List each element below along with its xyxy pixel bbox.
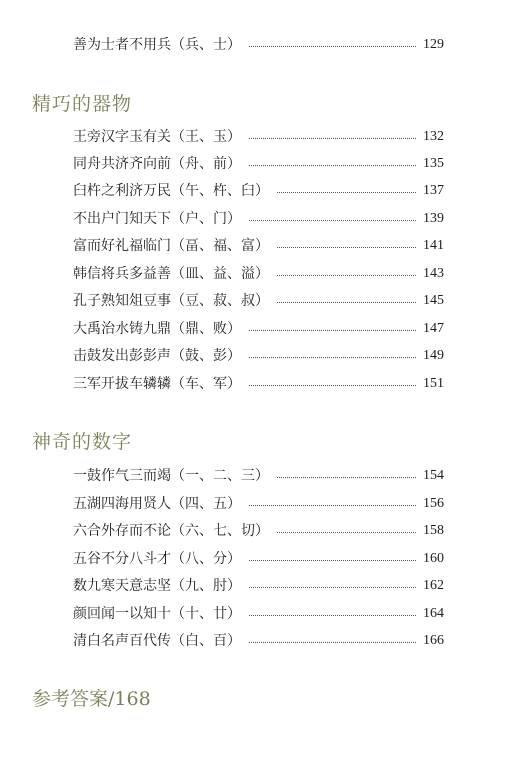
toc-entry-title: 臼杵之利济万民（午、杵、臼） bbox=[73, 183, 269, 199]
toc-entry-page: 149 bbox=[423, 348, 444, 363]
leader-dots bbox=[277, 191, 416, 193]
leader-dots bbox=[249, 137, 416, 139]
toc-entry-title: 孔子熟知俎豆事（豆、菽、叔） bbox=[73, 293, 269, 309]
leader-dots bbox=[249, 614, 416, 616]
toc-entry[interactable] bbox=[73, 319, 444, 339]
toc-entry[interactable] bbox=[73, 127, 444, 147]
toc-entry-page: 147 bbox=[423, 321, 444, 336]
toc-entry[interactable] bbox=[73, 181, 444, 201]
toc-entry-title: 三军开拔车辚辚（车、军） bbox=[73, 376, 241, 392]
toc-entry-title: 同舟共济齐向前（舟、前） bbox=[73, 156, 241, 172]
toc-entry[interactable] bbox=[73, 494, 444, 514]
leader-dots bbox=[249, 219, 416, 221]
toc-entry-page: 160 bbox=[423, 551, 444, 566]
leader-dots bbox=[249, 356, 416, 358]
toc-entry-title: 富而好礼福临门（畐、福、富） bbox=[73, 238, 269, 254]
toc-entry-title: 一鼓作气三而竭（一、二、三） bbox=[73, 468, 269, 484]
toc-entry[interactable] bbox=[73, 236, 444, 256]
toc-entry-page: 139 bbox=[423, 211, 444, 226]
leader-dots bbox=[249, 559, 416, 561]
toc-entry-title: 王旁汉字玉有关（王、玉） bbox=[73, 129, 241, 145]
toc-entry-title: 五湖四海用贤人（四、五） bbox=[73, 496, 241, 512]
leader-dots bbox=[249, 164, 416, 166]
toc-entry-page: 143 bbox=[423, 266, 444, 281]
leader-dots bbox=[277, 476, 416, 478]
toc-entry[interactable] bbox=[73, 35, 444, 55]
leader-dots bbox=[277, 274, 416, 276]
toc-entry-title: 六合外存而不论（六、七、切） bbox=[73, 523, 269, 539]
leader-dots bbox=[277, 531, 416, 533]
leader-dots bbox=[249, 641, 416, 643]
toc-entry[interactable] bbox=[73, 374, 444, 394]
leader-dots bbox=[277, 301, 416, 303]
toc-entry-title: 不出户门知天下（户、门） bbox=[73, 211, 241, 227]
toc-entry-title: 数九寒天意志坚（九、肘） bbox=[73, 578, 241, 594]
toc-entry-page: 132 bbox=[423, 129, 444, 144]
section-heading: 神奇的数字 bbox=[32, 431, 133, 453]
toc-entry[interactable] bbox=[73, 631, 444, 651]
toc-entry-title: 大禹治水铸九鼎（鼎、败） bbox=[73, 321, 241, 337]
toc-entry-title: 清白名声百代传（白、百） bbox=[73, 633, 241, 649]
toc-entry-page: 154 bbox=[423, 468, 444, 483]
toc-entry-page: 135 bbox=[423, 156, 444, 171]
toc-entry[interactable] bbox=[73, 576, 444, 596]
toc-entry-page: 145 bbox=[423, 293, 444, 308]
appendix-answers-link[interactable]: 参考答案/168 bbox=[32, 688, 151, 710]
toc-entry-page: 129 bbox=[423, 37, 444, 52]
toc-entry-title: 击鼓发出彭彭声（鼓、彭） bbox=[73, 348, 241, 364]
leader-dots bbox=[249, 586, 416, 588]
toc-entry[interactable] bbox=[73, 521, 444, 541]
toc-entry[interactable] bbox=[73, 549, 444, 569]
toc-entry[interactable] bbox=[73, 466, 444, 486]
toc-entry-title: 五谷不分八斗才（八、分） bbox=[73, 551, 241, 567]
toc-entry[interactable] bbox=[73, 209, 444, 229]
leader-dots bbox=[249, 384, 416, 386]
toc-entry-title: 善为士者不用兵（兵、士） bbox=[73, 37, 241, 53]
leader-dots bbox=[249, 504, 416, 506]
toc-entry-page: 162 bbox=[423, 578, 444, 593]
toc-entry-page: 158 bbox=[423, 523, 444, 538]
toc-entry-title: 颜回闻一以知十（十、廿） bbox=[73, 606, 241, 622]
toc-entry-title: 韩信将兵多益善（皿、益、溢） bbox=[73, 266, 269, 282]
toc-entry-page: 156 bbox=[423, 496, 444, 511]
toc-entry[interactable] bbox=[73, 264, 444, 284]
leader-dots bbox=[249, 329, 416, 331]
toc-entry-page: 164 bbox=[423, 606, 444, 621]
toc-entry-page: 137 bbox=[423, 183, 444, 198]
toc-entry[interactable] bbox=[73, 604, 444, 624]
toc-entry[interactable] bbox=[73, 346, 444, 366]
toc-entry-page: 141 bbox=[423, 238, 444, 253]
leader-dots bbox=[249, 45, 416, 47]
toc-entry-page: 166 bbox=[423, 633, 444, 648]
toc-entry-page: 151 bbox=[423, 376, 444, 391]
toc-entry[interactable] bbox=[73, 291, 444, 311]
leader-dots bbox=[277, 246, 416, 248]
toc-entry[interactable] bbox=[73, 154, 444, 174]
section-heading: 精巧的器物 bbox=[32, 93, 133, 115]
